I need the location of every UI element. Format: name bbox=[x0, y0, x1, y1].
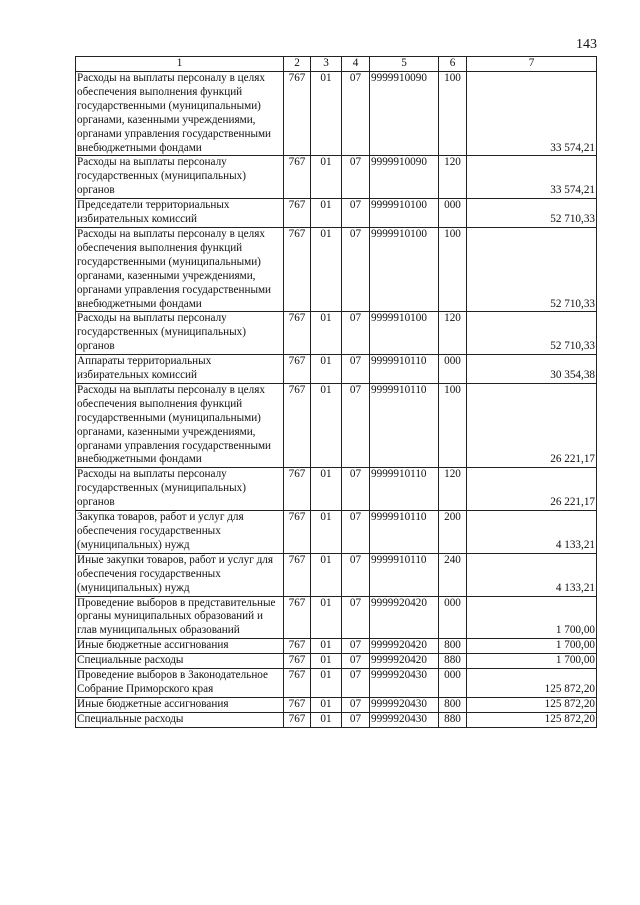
row-type-cell: 800 bbox=[439, 697, 467, 712]
row-name-cell: Проведение выборов в Законодательное Собрание Приморского края bbox=[76, 669, 284, 698]
row-type-cell: 880 bbox=[439, 654, 467, 669]
row-amount-cell: 26 221,17 bbox=[467, 468, 597, 511]
table-row bbox=[76, 312, 597, 355]
row-target-cell: 9999910100 bbox=[370, 199, 439, 228]
row-section-cell: 01 bbox=[311, 712, 342, 727]
row-name-cell: Специальные расходы bbox=[76, 654, 284, 669]
row-section-cell: 01 bbox=[311, 227, 342, 311]
row-ministry-cell: 767 bbox=[284, 697, 311, 712]
row-subsection-cell: 07 bbox=[342, 511, 370, 554]
row-amount-cell: 1 700,00 bbox=[467, 596, 597, 639]
row-ministry-cell: 767 bbox=[284, 355, 311, 384]
row-ministry-cell: 767 bbox=[284, 639, 311, 654]
row-target-cell: 9999910110 bbox=[370, 511, 439, 554]
row-amount-cell: 52 710,33 bbox=[467, 312, 597, 355]
table-header bbox=[76, 57, 597, 72]
row-type-cell: 000 bbox=[439, 669, 467, 698]
row-amount-cell: 1 700,00 bbox=[467, 639, 597, 654]
row-section-cell: 01 bbox=[311, 72, 342, 156]
table-row bbox=[76, 639, 597, 654]
row-section-cell: 01 bbox=[311, 156, 342, 199]
row-ministry-cell: 767 bbox=[284, 72, 311, 156]
row-type-cell: 120 bbox=[439, 312, 467, 355]
row-target-cell: 9999910110 bbox=[370, 355, 439, 384]
row-name-cell: Иные бюджетные ассигнования bbox=[76, 697, 284, 712]
row-section-cell: 01 bbox=[311, 553, 342, 596]
column-header: 1 bbox=[76, 57, 284, 72]
row-amount-cell: 4 133,21 bbox=[467, 553, 597, 596]
row-name-cell: Иные бюджетные ассигнования bbox=[76, 639, 284, 654]
row-target-cell: 9999920420 bbox=[370, 654, 439, 669]
table-row bbox=[76, 669, 597, 698]
row-subsection-cell: 07 bbox=[342, 712, 370, 727]
row-subsection-cell: 07 bbox=[342, 639, 370, 654]
row-type-cell: 000 bbox=[439, 355, 467, 384]
row-target-cell: 9999910090 bbox=[370, 72, 439, 156]
row-type-cell: 880 bbox=[439, 712, 467, 727]
row-amount-cell: 125 872,20 bbox=[467, 712, 597, 727]
row-ministry-cell: 767 bbox=[284, 596, 311, 639]
row-section-cell: 01 bbox=[311, 697, 342, 712]
row-section-cell: 01 bbox=[311, 355, 342, 384]
row-ministry-cell: 767 bbox=[284, 227, 311, 311]
row-ministry-cell: 767 bbox=[284, 383, 311, 467]
row-ministry-cell: 767 bbox=[284, 312, 311, 355]
row-amount-cell: 1 700,00 bbox=[467, 654, 597, 669]
row-section-cell: 01 bbox=[311, 669, 342, 698]
row-ministry-cell: 767 bbox=[284, 654, 311, 669]
row-section-cell: 01 bbox=[311, 468, 342, 511]
row-name-cell: Расходы на выплаты персоналу государственных (муниципальных) органов bbox=[76, 156, 284, 199]
row-name-cell: Специальные расходы bbox=[76, 712, 284, 727]
row-type-cell: 240 bbox=[439, 553, 467, 596]
row-name-cell: Расходы на выплаты персоналу в целях обеспечения выполнения функций государственными (муниципальными) органами, казенными учреждениями, органами управления государственными внебюджетными фондами bbox=[76, 383, 284, 467]
table-row bbox=[76, 468, 597, 511]
row-name-cell: Расходы на выплаты персоналу государственных (муниципальных) органов bbox=[76, 312, 284, 355]
row-type-cell: 000 bbox=[439, 199, 467, 228]
table-row bbox=[76, 553, 597, 596]
row-type-cell: 100 bbox=[439, 383, 467, 467]
row-type-cell: 100 bbox=[439, 72, 467, 156]
row-ministry-cell: 767 bbox=[284, 156, 311, 199]
row-target-cell: 9999910100 bbox=[370, 227, 439, 311]
row-type-cell: 120 bbox=[439, 468, 467, 511]
row-subsection-cell: 07 bbox=[342, 654, 370, 669]
row-type-cell: 200 bbox=[439, 511, 467, 554]
row-target-cell: 9999920430 bbox=[370, 697, 439, 712]
column-header: 6 bbox=[439, 57, 467, 72]
row-target-cell: 9999910110 bbox=[370, 468, 439, 511]
row-subsection-cell: 07 bbox=[342, 199, 370, 228]
row-target-cell: 9999920420 bbox=[370, 596, 439, 639]
table-row bbox=[76, 355, 597, 384]
row-amount-cell: 30 354,38 bbox=[467, 355, 597, 384]
row-amount-cell: 26 221,17 bbox=[467, 383, 597, 467]
row-name-cell: Председатели территориальных избирательных комиссий bbox=[76, 199, 284, 228]
budget-table bbox=[75, 56, 597, 728]
row-subsection-cell: 07 bbox=[342, 156, 370, 199]
table-row bbox=[76, 511, 597, 554]
row-name-cell: Расходы на выплаты персоналу государственных (муниципальных) органов bbox=[76, 468, 284, 511]
page-number: 143 bbox=[576, 37, 597, 52]
table-row bbox=[76, 383, 597, 467]
row-amount-cell: 52 710,33 bbox=[467, 227, 597, 311]
row-section-cell: 01 bbox=[311, 596, 342, 639]
row-ministry-cell: 767 bbox=[284, 468, 311, 511]
row-name-cell: Расходы на выплаты персоналу в целях обеспечения выполнения функций государственными (муниципальными) органами, казенными учреждениями, органами управления государственными внебюджетными фондами bbox=[76, 227, 284, 311]
row-subsection-cell: 07 bbox=[342, 312, 370, 355]
row-subsection-cell: 07 bbox=[342, 468, 370, 511]
table-row bbox=[76, 156, 597, 199]
row-target-cell: 9999910110 bbox=[370, 383, 439, 467]
row-subsection-cell: 07 bbox=[342, 355, 370, 384]
row-type-cell: 120 bbox=[439, 156, 467, 199]
column-header: 5 bbox=[370, 57, 439, 72]
row-name-cell: Закупка товаров, работ и услуг для обеспечения государственных (муниципальных) нужд bbox=[76, 511, 284, 554]
row-target-cell: 9999910090 bbox=[370, 156, 439, 199]
header-row bbox=[76, 57, 597, 72]
row-target-cell: 9999910110 bbox=[370, 553, 439, 596]
table-row bbox=[76, 697, 597, 712]
row-target-cell: 9999910100 bbox=[370, 312, 439, 355]
row-target-cell: 9999920420 bbox=[370, 639, 439, 654]
row-name-cell: Иные закупки товаров, работ и услуг для обеспечения государственных (муниципальных) нужд bbox=[76, 553, 284, 596]
table-row bbox=[76, 199, 597, 228]
column-header: 4 bbox=[342, 57, 370, 72]
row-type-cell: 800 bbox=[439, 639, 467, 654]
row-section-cell: 01 bbox=[311, 312, 342, 355]
table-row bbox=[76, 72, 597, 156]
row-amount-cell: 33 574,21 bbox=[467, 156, 597, 199]
row-section-cell: 01 bbox=[311, 383, 342, 467]
table-row bbox=[76, 654, 597, 669]
row-ministry-cell: 767 bbox=[284, 712, 311, 727]
row-subsection-cell: 07 bbox=[342, 553, 370, 596]
row-section-cell: 01 bbox=[311, 654, 342, 669]
column-header: 7 bbox=[467, 57, 597, 72]
row-amount-cell: 125 872,20 bbox=[467, 669, 597, 698]
row-amount-cell: 4 133,21 bbox=[467, 511, 597, 554]
row-subsection-cell: 07 bbox=[342, 383, 370, 467]
row-type-cell: 000 bbox=[439, 596, 467, 639]
column-header: 3 bbox=[311, 57, 342, 72]
table-row bbox=[76, 596, 597, 639]
row-ministry-cell: 767 bbox=[284, 199, 311, 228]
row-subsection-cell: 07 bbox=[342, 227, 370, 311]
row-ministry-cell: 767 bbox=[284, 511, 311, 554]
row-name-cell: Проведение выборов в представительные органы муниципальных образований и глав муниципальных образований bbox=[76, 596, 284, 639]
row-name-cell: Расходы на выплаты персоналу в целях обеспечения выполнения функций государственными (муниципальными) органами, казенными учреждениями, органами управления государственными внебюджетными фондами bbox=[76, 72, 284, 156]
row-target-cell: 9999920430 bbox=[370, 669, 439, 698]
table-row bbox=[76, 227, 597, 311]
row-section-cell: 01 bbox=[311, 511, 342, 554]
row-type-cell: 100 bbox=[439, 227, 467, 311]
row-subsection-cell: 07 bbox=[342, 72, 370, 156]
row-amount-cell: 33 574,21 bbox=[467, 72, 597, 156]
row-ministry-cell: 767 bbox=[284, 553, 311, 596]
row-section-cell: 01 bbox=[311, 199, 342, 228]
row-amount-cell: 52 710,33 bbox=[467, 199, 597, 228]
row-amount-cell: 125 872,20 bbox=[467, 697, 597, 712]
row-section-cell: 01 bbox=[311, 639, 342, 654]
row-subsection-cell: 07 bbox=[342, 669, 370, 698]
row-subsection-cell: 07 bbox=[342, 697, 370, 712]
table-body bbox=[76, 72, 597, 728]
row-target-cell: 9999920430 bbox=[370, 712, 439, 727]
row-name-cell: Аппараты территориальных избирательных комиссий bbox=[76, 355, 284, 384]
table-row bbox=[76, 712, 597, 727]
row-subsection-cell: 07 bbox=[342, 596, 370, 639]
row-ministry-cell: 767 bbox=[284, 669, 311, 698]
column-header: 2 bbox=[284, 57, 311, 72]
